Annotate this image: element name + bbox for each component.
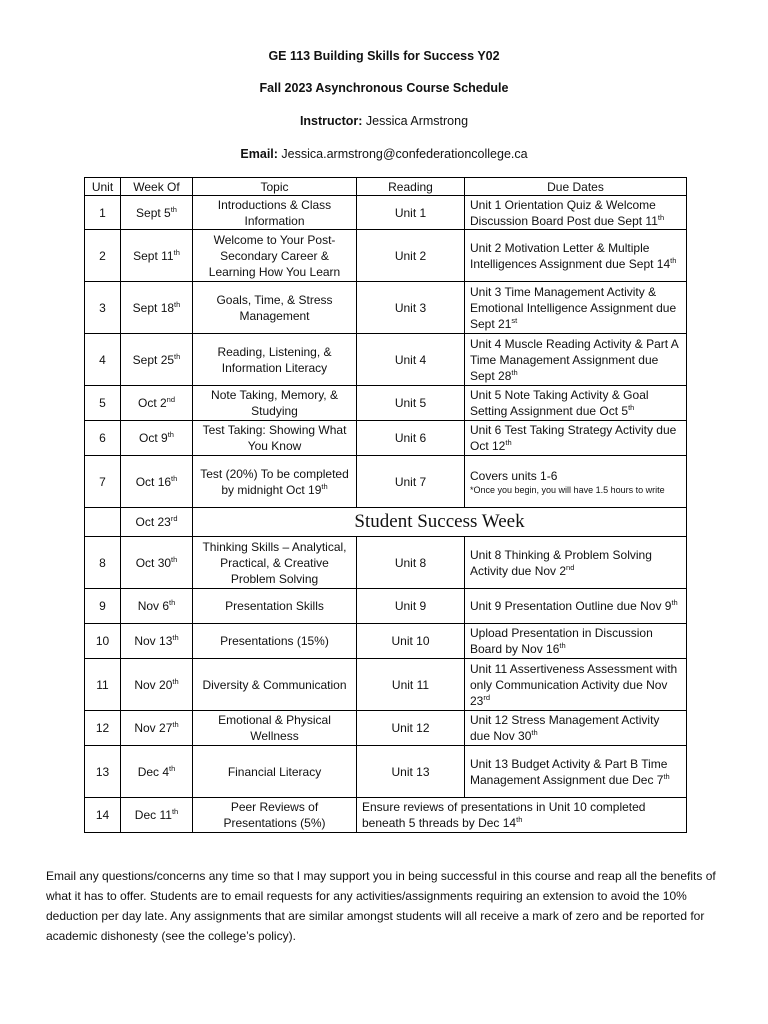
week-cell-text: Oct 9 — [139, 431, 168, 445]
table-row — [85, 421, 687, 456]
column-header: Reading — [357, 178, 465, 196]
due-cell — [465, 386, 687, 421]
reading-cell: Unit 3 — [357, 282, 465, 334]
topic-cell: Note Taking, Memory, & Studying — [193, 386, 357, 421]
due-cell-text: Unit 11 Assertiveness Assessment with only Communication Activity due Nov 23 — [470, 661, 678, 708]
due-cell-text: Unit 12 Stress Management Activity due Nov 30 — [470, 713, 660, 743]
schedule-body — [85, 196, 687, 833]
topic-cell: Goals, Time, & Stress Management — [193, 282, 357, 334]
week-cell — [121, 230, 193, 282]
topic-cell: Emotional & Physical Wellness — [193, 711, 357, 746]
due-cell — [465, 589, 687, 624]
table-row — [85, 386, 687, 421]
due-cell — [465, 230, 687, 282]
week-cell-text: Oct 2 — [137, 396, 167, 410]
unit-cell: 7 — [85, 456, 121, 508]
week-cell-ordinal: th — [174, 299, 181, 309]
unit-cell: 9 — [85, 589, 121, 624]
week-cell-ordinal: th — [169, 598, 176, 607]
week-cell — [121, 196, 193, 230]
week-cell-text: Dec 4 — [137, 764, 170, 779]
table-row — [85, 537, 687, 589]
due-cell — [465, 196, 687, 230]
reading-cell: Unit 6 — [357, 421, 465, 456]
instructor-line — [0, 113, 768, 129]
column-header: Topic — [193, 178, 357, 196]
unit-cell: 1 — [85, 196, 121, 230]
week-cell — [121, 798, 193, 833]
week-cell-ordinal: th — [172, 676, 179, 686]
unit-cell: 11 — [85, 659, 121, 711]
week-cell — [121, 386, 193, 421]
due-cell-ordinal: th — [516, 815, 523, 824]
due-cell — [465, 334, 687, 386]
due-cell-text: Covers units 1-6 — [470, 468, 558, 483]
reading-cell: Unit 4 — [357, 334, 465, 386]
reading-cell: Unit 8 — [357, 537, 465, 589]
table-row — [85, 196, 687, 230]
unit-cell: 12 — [85, 711, 121, 746]
week-cell-ordinal: th — [172, 720, 179, 729]
week-cell-ordinal: th — [171, 807, 179, 816]
due-note: *Once you begin, you will have 1.5 hours to write — [470, 484, 665, 495]
week-cell-ordinal: th — [173, 247, 180, 257]
week-cell — [121, 456, 193, 508]
topic-cell: Introductions & Class Information — [193, 196, 357, 230]
reading-cell: Unit 11 — [357, 659, 465, 711]
reading-cell: Unit 9 — [357, 589, 465, 624]
week-cell-ordinal: th — [169, 763, 176, 773]
week-cell-ordinal: nd — [166, 395, 176, 404]
week-cell — [121, 537, 193, 589]
week-cell — [121, 421, 193, 456]
topic-cell-ordinal: th — [321, 481, 328, 491]
column-header: Unit — [85, 178, 121, 196]
due-cell — [465, 421, 687, 456]
week-cell — [121, 624, 193, 659]
instructor-name: Jessica Armstrong — [365, 114, 469, 128]
topic-cell: Welcome to Your Post-Secondary Career & Learning How You Learn — [193, 230, 357, 282]
due-cell — [465, 711, 687, 746]
week-cell — [121, 659, 193, 711]
topic-cell: Presentations (15%) — [193, 624, 357, 659]
due-cell-ordinal: th — [531, 728, 538, 737]
unit-cell: 8 — [85, 537, 121, 589]
email-value[interactable]: Jessica.armstrong@confederationcollege.ca — [281, 147, 528, 161]
topic-cell: Thinking Skills – Analytical, Practical, & Creative Problem Solving — [193, 537, 357, 589]
due-cell — [465, 456, 687, 508]
course-title: GE 113 Building Skills for Success Y02 — [268, 49, 500, 63]
due-cell-text: Unit 4 Muscle Reading Activity & Part A Time Management Assignment due Sept 28 — [470, 336, 679, 383]
due-cell-text: Unit 9 Presentation Outline due Nov 9 — [470, 599, 672, 613]
unit-cell: 4 — [85, 334, 121, 386]
due-cell-text: Ensure reviews of presentations in Unit 10 completed beneath 5 threads by Dec 14 — [362, 800, 646, 830]
week-cell-ordinal: th — [172, 633, 179, 642]
footer-note: Email any questions/concerns any time so that I may support you in being successful in this course and reap all the benefits of what it has to offer. Students are to email requests for any activities/assignments requiring an extension to avoid the 10% deduction per day late. Any assignments that are similar amongst students will all receive a mark of zero and be reported for academic dishonesty (see the college’s policy). — [46, 869, 716, 943]
unit-cell: 13 — [85, 746, 121, 798]
topic-cell: Test Taking: Showing What You Know — [193, 421, 357, 456]
table-row — [85, 282, 687, 334]
table-row — [85, 456, 687, 508]
reading-cell: Unit 5 — [357, 386, 465, 421]
table-header-row — [85, 178, 687, 196]
reading-cell: Unit 13 — [357, 746, 465, 798]
week-cell-text: Sept 11 — [133, 248, 174, 263]
email-label: Email: — [240, 147, 278, 161]
table-row — [85, 659, 687, 711]
unit-cell: 5 — [85, 386, 121, 421]
week-cell-text: Dec 11 — [134, 808, 172, 822]
week-cell — [121, 508, 193, 537]
due-cell-ordinal: th — [663, 771, 670, 781]
week-cell-text: Oct 16 — [135, 474, 172, 489]
unit-cell: 14 — [85, 798, 121, 833]
topic-cell-text: Test (20%) To be completed by midnight Oct 19 — [200, 466, 349, 497]
column-header: Due Dates — [465, 178, 687, 196]
email-line — [0, 146, 768, 162]
topic-cell: Diversity & Communication — [193, 659, 357, 711]
unit-cell: 2 — [85, 230, 121, 282]
week-cell-text: Nov 20 — [134, 677, 173, 692]
table-row — [85, 589, 687, 624]
table-row — [85, 508, 687, 537]
due-cell-text: Unit 5 Note Taking Activity & Goal Setting Assignment due Oct 5 — [470, 388, 649, 418]
due-cell — [465, 537, 687, 589]
table-row — [85, 798, 687, 833]
week-cell-ordinal: th — [167, 430, 174, 439]
due-cell-text: Unit 6 Test Taking Strategy Activity due Oct 12 — [470, 423, 677, 453]
due-cell-text: Unit 3 Time Management Activity & Emotional Intelligence Assignment due Sept 21 — [470, 284, 677, 331]
due-cell — [465, 746, 687, 798]
week-cell — [121, 334, 193, 386]
due-cell-text: Unit 2 Motivation Letter & Multiple Intelligences Assignment due Sept 14 — [470, 240, 671, 271]
topic-cell: Peer Reviews of Presentations (5%) — [193, 798, 357, 833]
topic-cell: Reading, Listening, & Information Literacy — [193, 334, 357, 386]
due-cell-ordinal: rd — [483, 692, 491, 702]
due-cell-text: Upload Presentation in Discussion Board by Nov 16 — [470, 626, 653, 656]
due-cell-ordinal: th — [671, 598, 678, 607]
due-cell-text: Unit 13 Budget Activity & Part B Time Management Assignment due Dec 7 — [470, 756, 668, 787]
due-cell — [465, 659, 687, 711]
due-cell-text: Unit 1 Orientation Quiz & Welcome Discussion Board Post due Sept 11 — [470, 197, 658, 228]
due-cell — [357, 798, 687, 833]
due-cell — [465, 624, 687, 659]
week-cell-text: Nov 13 — [134, 634, 173, 648]
instructor-label: Instructor: — [299, 114, 363, 128]
week-cell-text: Sept 25 — [132, 352, 175, 367]
topic-cell: Financial Literacy — [193, 746, 357, 798]
table-row — [85, 334, 687, 386]
due-cell-ordinal: th — [657, 212, 665, 222]
week-cell — [121, 711, 193, 746]
week-cell — [121, 589, 193, 624]
table-row — [85, 746, 687, 798]
due-cell — [465, 282, 687, 334]
due-cell-ordinal: th — [559, 641, 566, 650]
unit-cell: 3 — [85, 282, 121, 334]
week-cell — [121, 282, 193, 334]
due-cell-ordinal: th — [505, 438, 512, 447]
week-cell-ordinal: th — [174, 351, 181, 361]
due-cell-ordinal: th — [628, 403, 635, 412]
schedule-table — [84, 177, 687, 833]
due-cell-ordinal: th — [670, 255, 677, 265]
week-cell-text: Oct 30 — [135, 555, 172, 570]
reading-cell: Unit 7 — [357, 456, 465, 508]
reading-cell: Unit 10 — [357, 624, 465, 659]
special-week-cell: Student Success Week — [193, 508, 687, 537]
table-row — [85, 230, 687, 282]
table-row — [85, 711, 687, 746]
due-cell-text: Unit 8 Thinking & Problem Solving Activity due Nov 2 — [470, 547, 652, 578]
reading-cell: Unit 12 — [357, 711, 465, 746]
week-cell-text: Nov 6 — [137, 599, 170, 613]
unit-cell — [85, 508, 121, 537]
week-cell-ordinal: rd — [170, 514, 178, 523]
week-cell-text: Sept 5 — [136, 205, 171, 220]
due-cell-ordinal: th — [511, 367, 518, 377]
table-row — [85, 624, 687, 659]
topic-cell — [193, 456, 357, 508]
column-header: Week Of — [121, 178, 193, 196]
week-cell-text: Oct 23 — [135, 515, 171, 529]
due-cell-ordinal: nd — [566, 562, 575, 572]
week-cell-ordinal: th — [171, 473, 178, 483]
schedule-title: Fall 2023 Asynchronous Course Schedule — [259, 81, 509, 95]
week-cell-text: Nov 27 — [134, 721, 173, 735]
week-cell-text: Sept 18 — [132, 300, 175, 315]
topic-cell: Presentation Skills — [193, 589, 357, 624]
unit-cell: 10 — [85, 624, 121, 659]
week-cell — [121, 746, 193, 798]
week-cell-ordinal: th — [171, 554, 178, 564]
week-cell-ordinal: th — [170, 204, 177, 214]
due-cell-ordinal: st — [511, 315, 518, 325]
unit-cell: 6 — [85, 421, 121, 456]
reading-cell: Unit 1 — [357, 196, 465, 230]
reading-cell: Unit 2 — [357, 230, 465, 282]
